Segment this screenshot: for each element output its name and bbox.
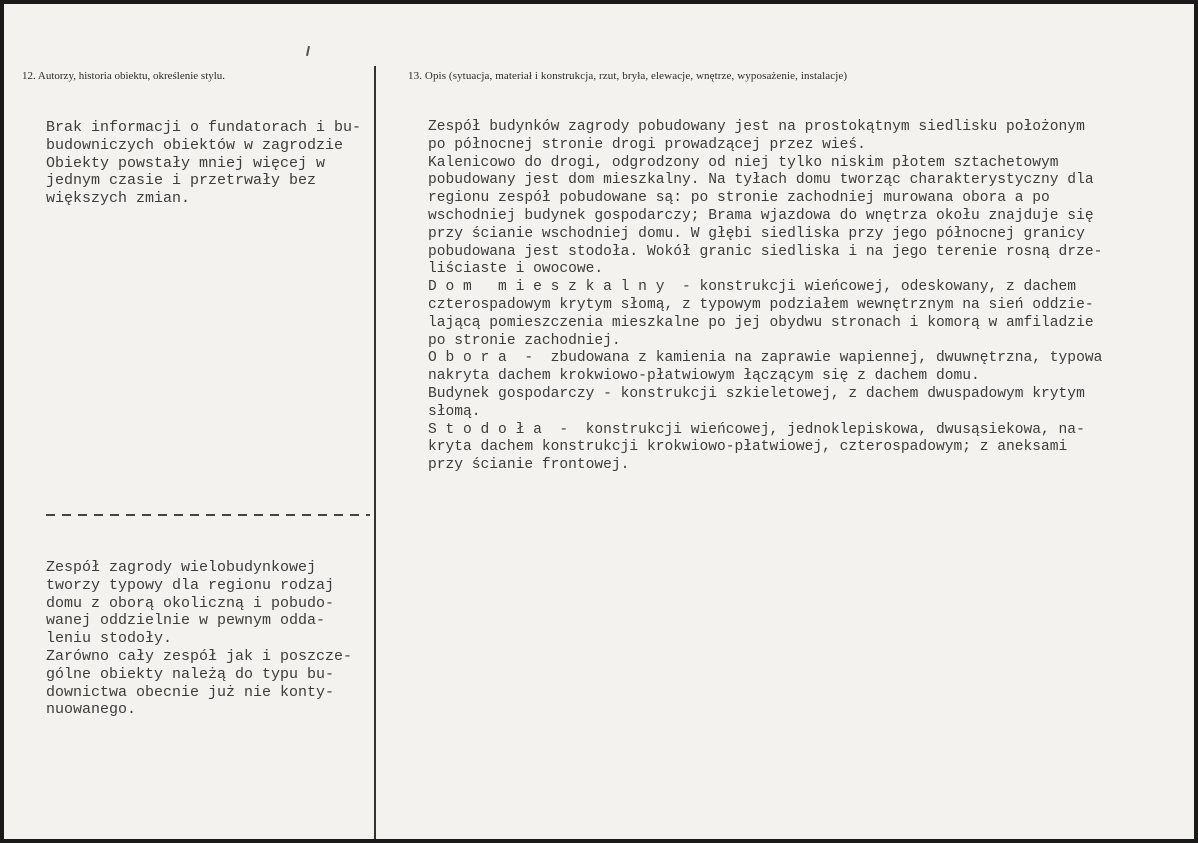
section-13-header: 13. Opis (sytuacja, materiał i konstrukcja, rzut, bryła, elewacje, wnętrze, wyposażenie, instalacje) [408,70,848,82]
section-12-header: 12. Autorzy, historia obiektu, określenie stylu. [22,70,226,82]
dashed-separator [46,514,370,516]
style-definition-text: Zespół zagrody wielobudynkowej tworzy typowy dla regionu rodzaj domu z oborą okoliczną i pobudo- wanej oddzielnie w pewnym odda- leniu stodoły. Zarówno cały zespół jak i poszcze- gólne obiekty należą do typu bu- downictwa obecnie już nie konty- nuowanego. [46,559,353,719]
column-divider [374,66,376,839]
form-sheet [4,4,1194,839]
authors-history-text: Brak informacji o fundatorach i bu- budowniczych obiektów w zagrodzie Obiekty powstały mniej więcej w jednym czasie i przetrwały bez większych zmian. [46,119,362,208]
description-text: Zespół budynków zagrody pobudowany jest na prostokątnym siedlisku położonym po północnej stronie drogi prowadzącej przez wieś. Kalenicowo do drogi, odgrodzony od niej tylko niskim płotem sztachetowym pobudowany jest dom mieszkalny. Na tyłach domu tworząc charakterystyczny dla regionu zespół pobudowane są: po stronie zachodniej murowana obora a po wschodniej budynek gospodarczy; Brama wjazdowa do wnętrza okołu znajduje się przy ścianie wschodniej domu. W głębi siedliska przy jego północnej granicy pobudowana jest stodoła. Wokół granic siedliska i na jego terenie rosną drze- liściaste i owocowe. D o m m i e s z k a l n y - konstrukcji wieńcowej, odeskowany, z dachem czterospadowym krytym słomą, z typowym podziałem wewnętrznym na sień oddzie- lającą pomieszczenia mieszkalne po jej obydwu stronach i komorą w amfiladzie po stronie zachodniej. O b o r a - zbudowana z kamienia na zaprawie wapiennej, dwuwnętrzna, typowa nakryta dachem krokwiowo-płatwiowym łączącym się z dachem domu. Budynek gospodarczy - konstrukcji szkieletowej, z dachem dwuspadowym krytym słomą. S t o d o ł a - konstrukcji wieńcowej, jednoklepiskowa, dwusąsiekowa, na- kryta dachem konstrukcji krokwiowo-płatwiowej, czterospadowym; z aneksami przy ścianie frontowej. [428,119,1103,474]
pen-mark [306,46,310,56]
